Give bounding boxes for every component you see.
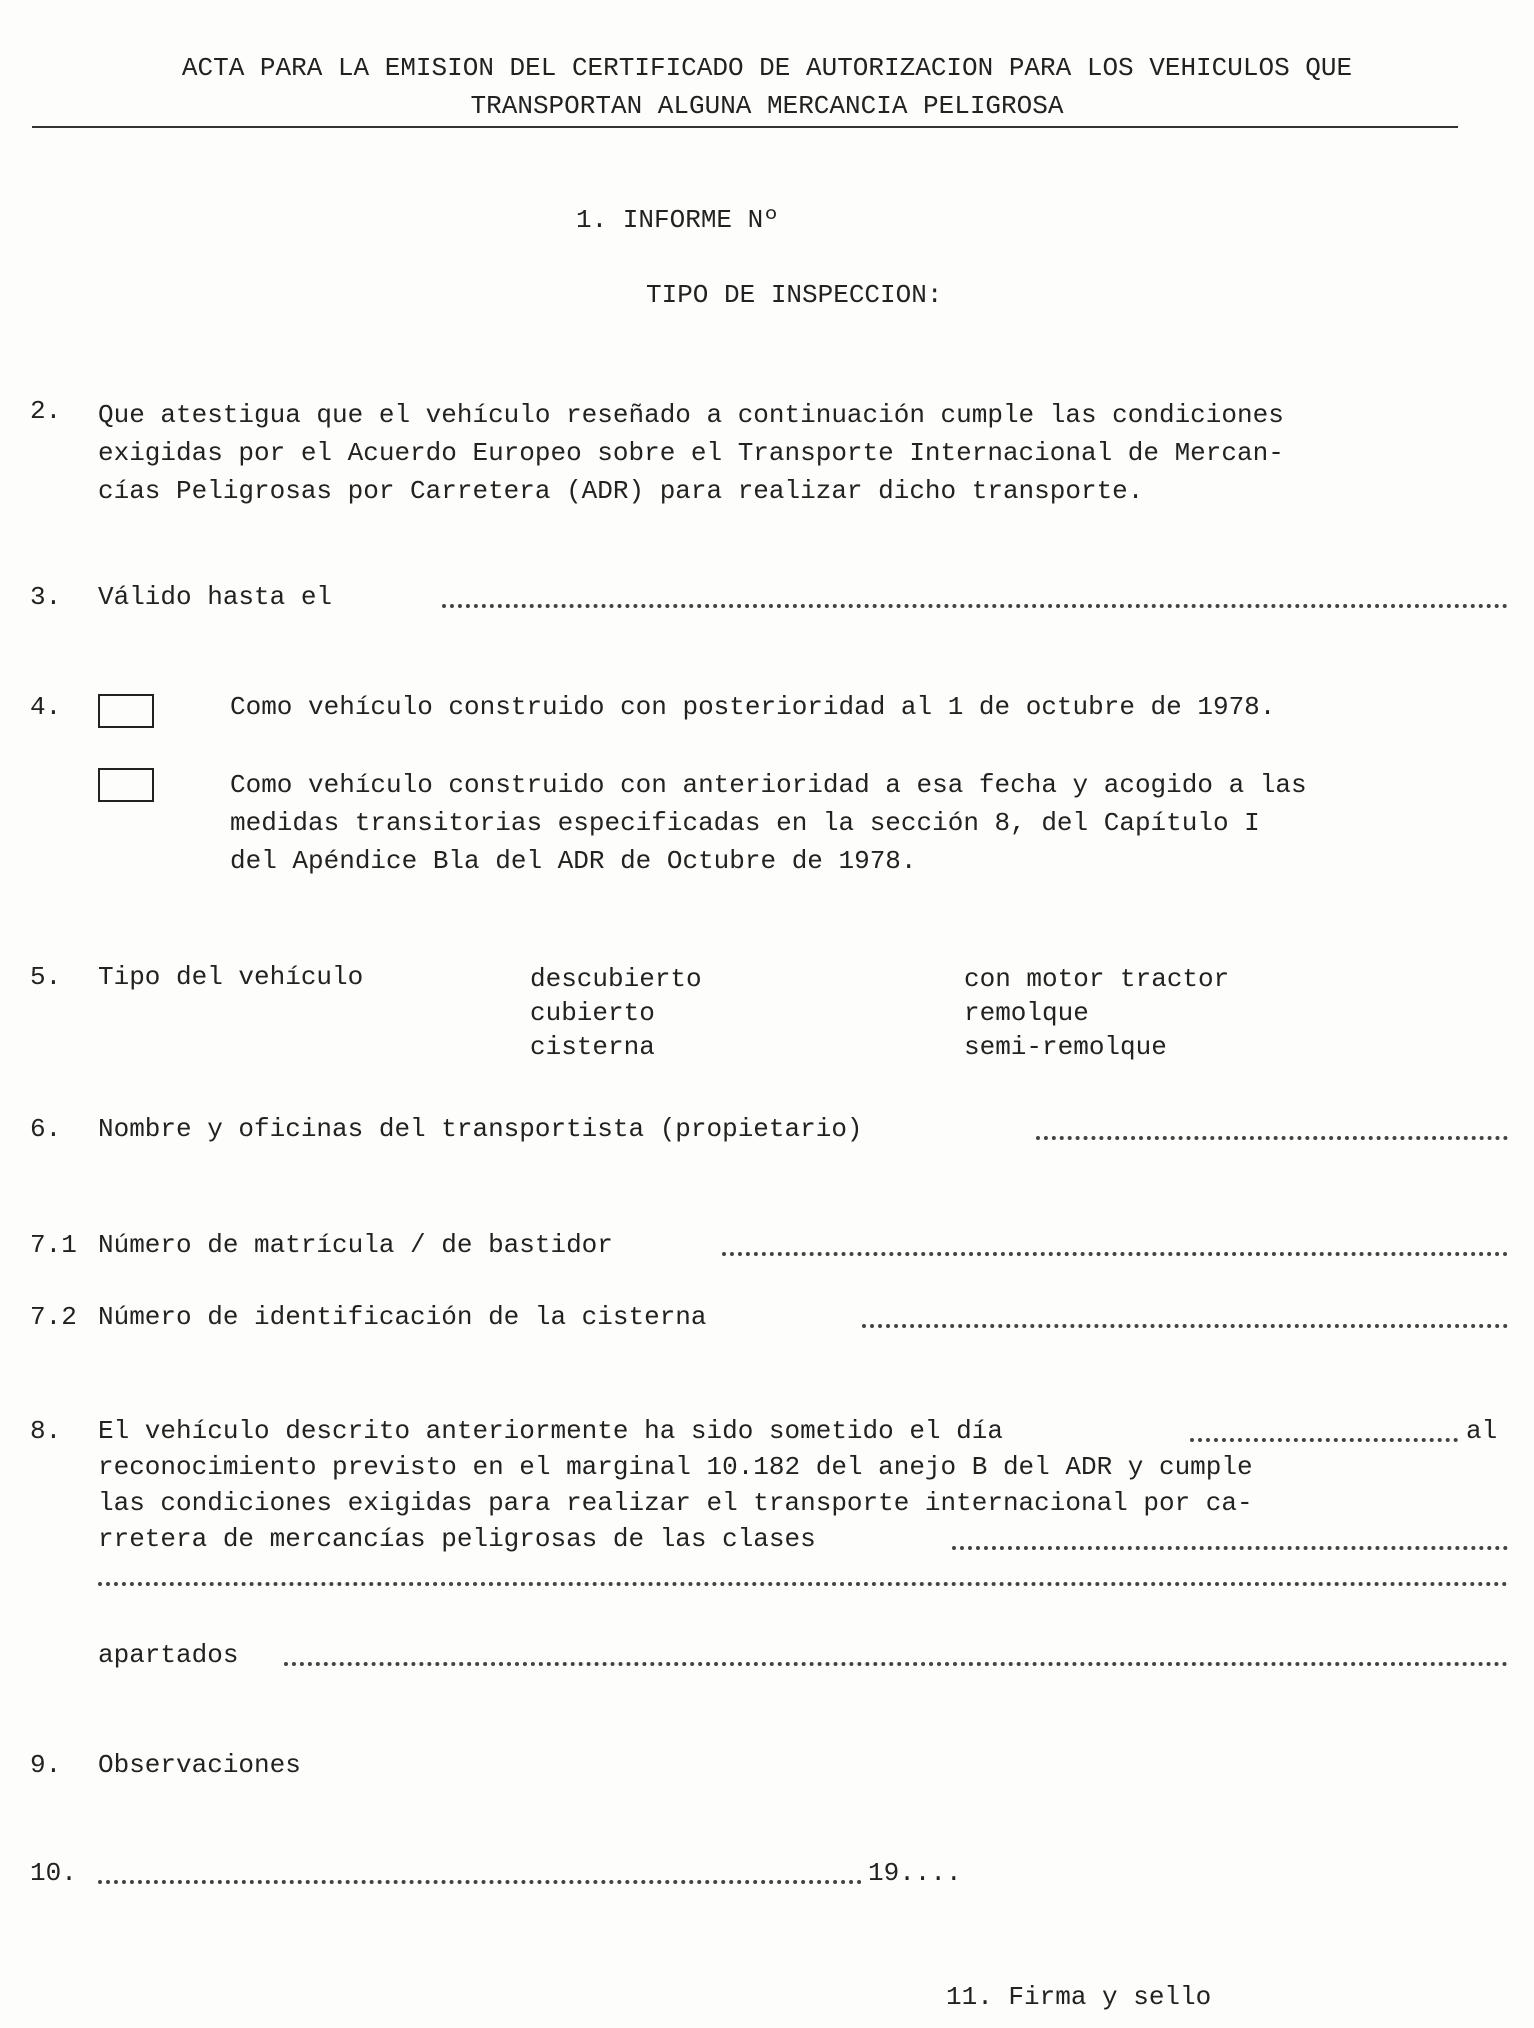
option-pre-1978-line-2: medidas transitorias especificadas en la sección 8, del Capítulo I [230, 808, 1260, 838]
classes-field[interactable] [952, 1546, 1508, 1550]
section-10-number: 10. [30, 1858, 77, 1888]
vehicle-body-options [530, 962, 702, 1064]
vehicle-traction-option[interactable]: remolque [964, 998, 1089, 1028]
apartados-field[interactable] [284, 1662, 1508, 1666]
section-8-line-4: rretera de mercancías peligrosas de las clases [98, 1524, 816, 1554]
section-4-number: 4. [30, 692, 62, 722]
apartados-label: apartados [98, 1640, 239, 1670]
section-2-line-1: Que atestigua que el vehículo reseñado a continuación cumple las condiciones [98, 400, 1284, 430]
vehicle-body-option[interactable]: cubierto [530, 998, 655, 1028]
section-7-1-number: 7.1 [30, 1230, 77, 1260]
section-2-line-2: exigidas por el Acuerdo Europeo sobre el Transporte Internacional de Mercan- [98, 438, 1284, 468]
signature-and-seal-label: 11. Firma y sello [946, 1982, 1212, 2012]
inspection-date-field[interactable] [1190, 1438, 1458, 1442]
option-post-1978-label: Como vehículo construido con posterioridad al 1 de octubre de 1978. [230, 692, 1276, 722]
option-post-1978-checkbox[interactable] [98, 694, 154, 728]
valid-until-field[interactable] [442, 604, 1508, 608]
vehicle-traction-option[interactable]: semi-remolque [964, 1032, 1167, 1062]
option-pre-1978-line-1: Como vehículo construido con anterioridad a esa fecha y acogido a las [230, 770, 1307, 800]
tank-id-label: Número de identificación de la cisterna [98, 1302, 707, 1332]
section-8-line-2: reconocimiento previsto en el marginal 10.182 del anejo B del ADR y cumple [98, 1452, 1253, 1482]
registration-number-label: Número de matrícula / de bastidor [98, 1230, 613, 1260]
observations-label: Observaciones [98, 1750, 301, 1780]
tank-id-field[interactable] [862, 1324, 1508, 1328]
section-2-number: 2. [30, 396, 62, 426]
document-title-line-2: TRANSPORTAN ALGUNA MERCANCIA PELIGROSA [470, 91, 1064, 121]
section-2-text [98, 396, 1284, 510]
section-7-2-number: 7.2 [30, 1302, 77, 1332]
vehicle-body-option[interactable]: descubierto [530, 964, 702, 994]
vehicle-traction-options [964, 962, 1229, 1064]
section-8-line-1-end: al [1466, 1416, 1498, 1446]
option-pre-1978-text [230, 766, 1307, 880]
section-8-line-3: las condiciones exigidas para realizar el transporte internacional por ca- [98, 1488, 1253, 1518]
section-9-number: 9. [30, 1750, 62, 1780]
option-pre-1978-checkbox[interactable] [98, 768, 154, 802]
place-date-field[interactable] [98, 1880, 862, 1884]
informe-number-label: 1. INFORME Nº [576, 205, 779, 235]
title-underline [32, 126, 1458, 128]
vehicle-traction-option[interactable]: con motor tractor [964, 964, 1230, 994]
section-8-line-1: El vehículo descrito anteriormente ha sido sometido el día [98, 1416, 1003, 1446]
classes-field-continued[interactable] [98, 1582, 1508, 1586]
section-3-number: 3. [30, 582, 62, 612]
section-5-number: 5. [30, 962, 62, 992]
inspection-type-label: TIPO DE INSPECCION: [646, 280, 943, 310]
vehicle-type-label: Tipo del vehículo [98, 962, 364, 992]
section-6-number: 6. [30, 1114, 62, 1144]
registration-number-field[interactable] [722, 1252, 1508, 1256]
valid-until-label: Válido hasta el [98, 582, 333, 612]
section-8-number: 8. [30, 1416, 62, 1446]
section-2-line-3: cías Peligrosas por Carretera (ADR) para realizar dicho transporte. [98, 476, 1144, 506]
option-pre-1978-line-3: del Apéndice Bla del ADR de Octubre de 1978. [230, 846, 917, 876]
document-title-line-1: ACTA PARA LA EMISION DEL CERTIFICADO DE AUTORIZACION PARA LOS VEHICULOS QUE [181, 53, 1353, 83]
vehicle-body-option[interactable]: cisterna [530, 1032, 655, 1062]
carrier-name-label: Nombre y oficinas del transportista (propietario) [98, 1114, 863, 1144]
carrier-name-field[interactable] [1036, 1136, 1508, 1140]
year-field[interactable]: 19.... [868, 1858, 962, 1888]
